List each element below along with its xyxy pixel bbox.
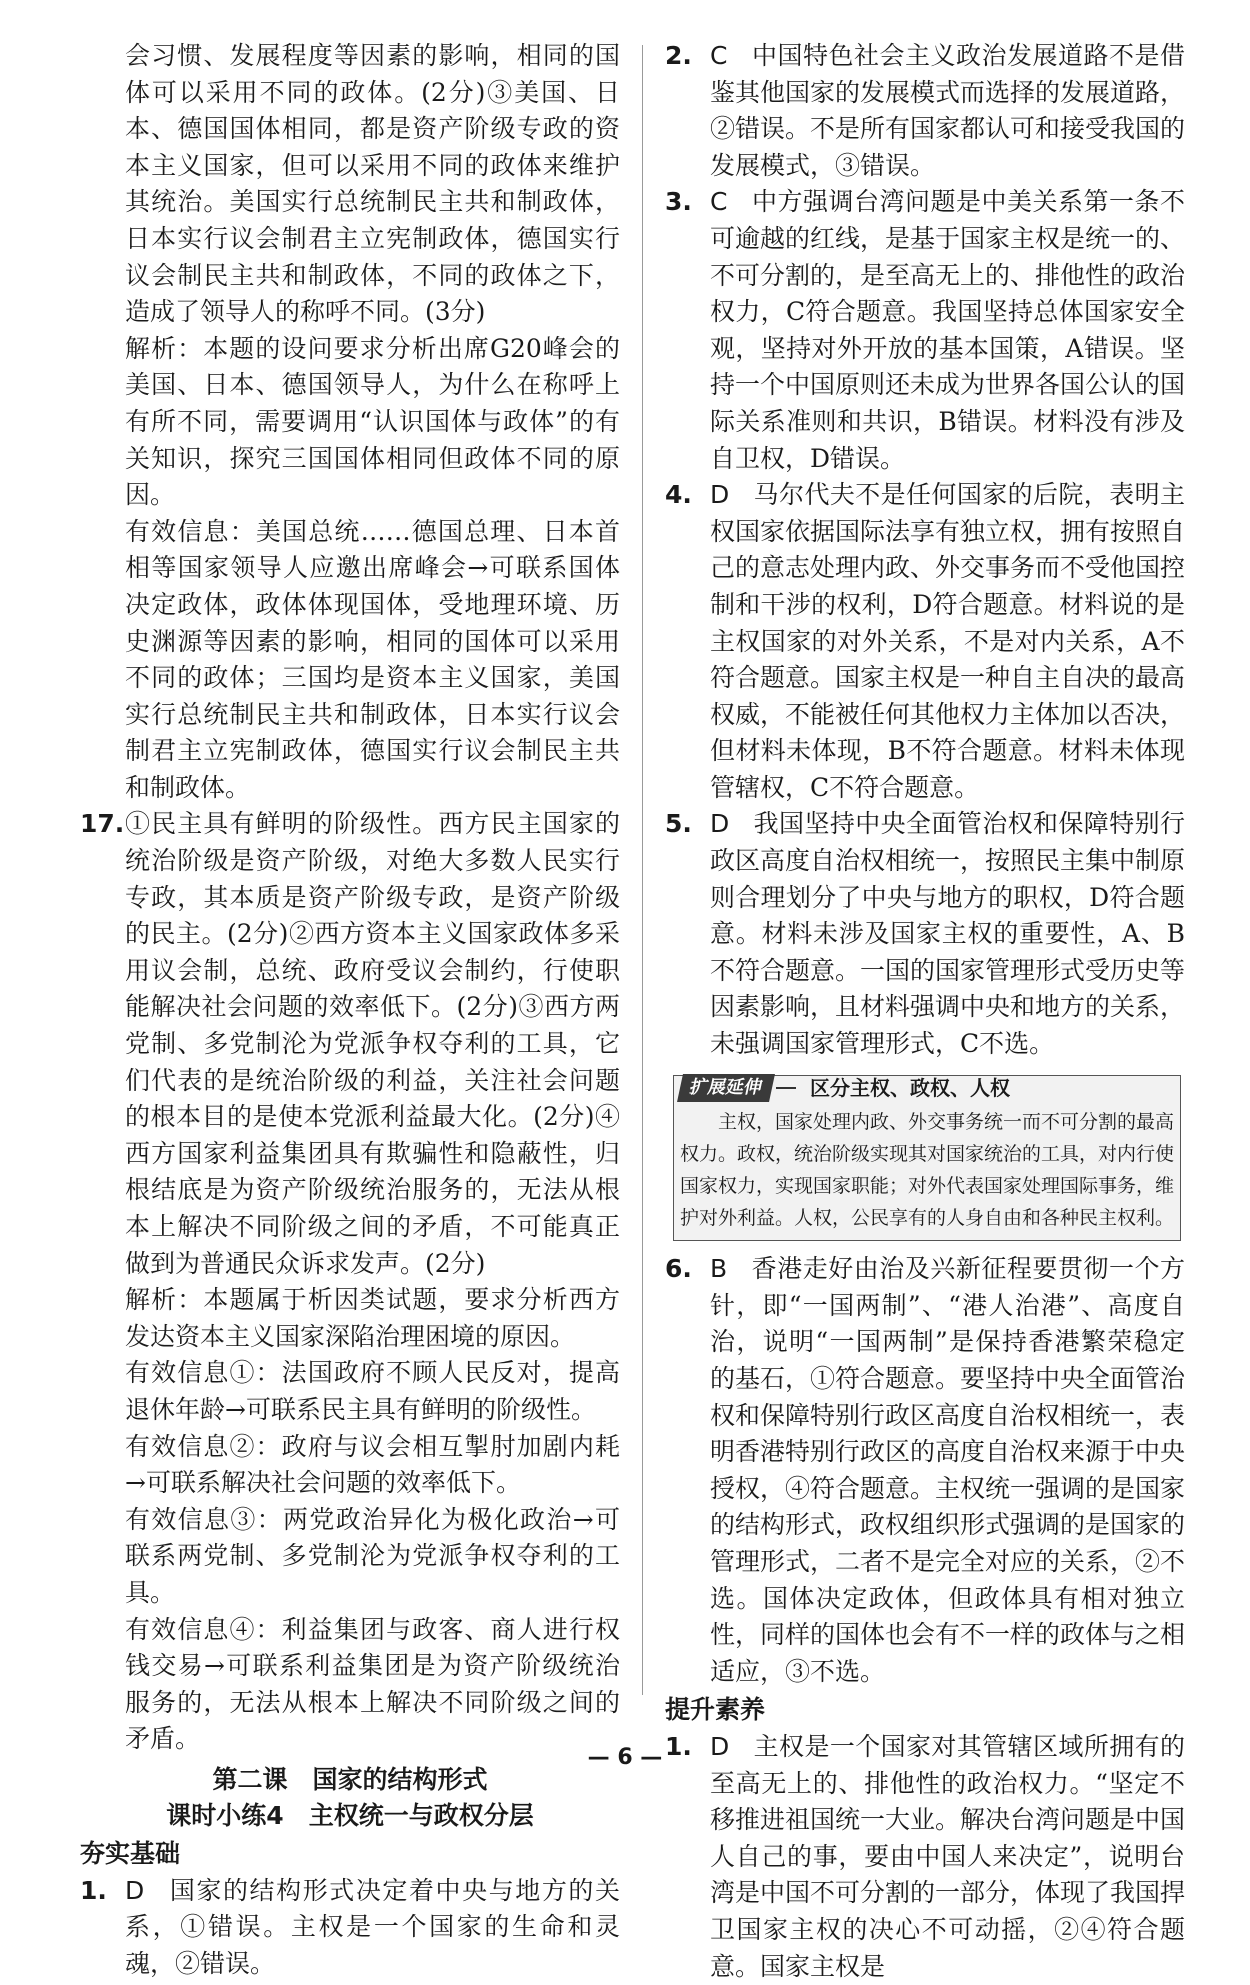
section-title-basics: 夯实基础 bbox=[80, 1838, 181, 1868]
extension-body: 主权，国家处理内政、外交事务统一而不可分割的最高权力。政权，统治阶级实现其对国家统治的工具，对内行使国家权力，实现国家职能；对外代表国家处理国际事务，维护对外利益。人权，公民享有的人身自由和各种民主权利。 bbox=[680, 1111, 1175, 1230]
answer-text: 国家的结构形式决定着中央与地方的关系，①错误。主权是一个国家的生命和灵魂，②错误。 bbox=[125, 1875, 620, 1978]
extension-tag: 扩展延伸 bbox=[677, 1074, 775, 1102]
extension-title: 区分主权、政权、人权 bbox=[810, 1075, 1010, 1100]
chapter-title: 第二课 国家的结构形式 bbox=[212, 1764, 488, 1794]
left-column bbox=[80, 38, 620, 1982]
question-number: 6. bbox=[665, 1254, 692, 1284]
answer-text: 主权是一个国家对其管辖区域所拥有的至高无上的、排他性的政治权力。“坚定不移推进祖国统一大业。解决台湾问题是中国人自己的事，要由中国人来决定”，说明台湾是中国不可分割的一部分，体现了我国捍卫国家主权的决心不可动摇，②④符合题意。国家主权是 bbox=[710, 1731, 1186, 1981]
answer-text: 我国坚持中央全面管治权和保障特别行政区高度自治权相统一，按照民主集中制原则合理划分了中央与地方的职权，D符合题意。材料未涉及国家主权的重要性，A、B不符合题意。一国的国家管理形式受历史等因素影响，且材料强调中央和地方的关系，未强调国家管理形式，C不选。 bbox=[710, 809, 1186, 1059]
q17-analysis: 解析：本题属于析因类试题，要求分析西方发达资本主义国家深陷治理困境的原因。 bbox=[125, 1285, 620, 1351]
answer-letter: C bbox=[710, 187, 728, 217]
answer-letter: D bbox=[125, 1875, 145, 1905]
question-4 bbox=[665, 477, 1185, 806]
q16-effective-info: 有效信息：美国总统……德国总理、日本首相等国家领导人应邀出席峰会→可联系国体决定政体，政体体现国体，受地理环境、历史渊源等因素的影响，相同的国体可以采用不同的政体；三国均是资本主义国家，美国实行总统制民主共和制政体，日本实行议会制君主立宪制政体，德国实行议会制民主共和制政体。 bbox=[125, 516, 620, 802]
dash-divider bbox=[776, 1087, 796, 1089]
question-number: 2. bbox=[665, 41, 692, 70]
q17-info-1: 有效信息①：法国政府不顾人民反对，提高退休年龄→可联系民主具有鲜明的阶级性。 bbox=[125, 1358, 620, 1424]
question-number: 5. bbox=[665, 809, 692, 839]
extension-header bbox=[680, 1070, 1174, 1107]
section-title-improve: 提升素养 bbox=[665, 1695, 766, 1725]
q16-analysis: 解析：本题的设问要求分析出席G20峰会的美国、日本、德国领导人，为什么在称呼上有所不同，需要调用“认识国体与政体”的有关知识，探究三国国体相同但政体不同的原因。 bbox=[125, 333, 620, 510]
question-6 bbox=[665, 1251, 1185, 1690]
page-number: — 6 — bbox=[587, 1745, 663, 1770]
answer-letter: D bbox=[710, 1731, 730, 1761]
q17-answer: ①民主具有鲜明的阶级性。西方民主国家的统治阶级是资产阶级，对绝大多数人民实行专政，其本质是资产阶级专政，是资产阶级的民主。(2分)②西方资本主义国家政体多采用议会制，总统、政府受议会制约，行使职能解决社会问题的效率低下。(2分)③西方两党制、多党制沦为党派争权夺利的工具，它们代表的是统治阶级的利益，关注社会问题的根本目的是使本党派利益最大化。(2分)④西方国家利益集团具有欺骗性和隐蔽性，归根结底是为资产阶级统治服务的，无法从根本上解决不同阶级之间的矛盾，不可能真正做到为普通民众诉求发声。(2分) bbox=[125, 809, 620, 1278]
answer-text: 马尔代夫不是任何国家的后院，表明主权国家依据国际法享有独立权，拥有按照自己的意志处理内政、外交事务而不受他国控制和干涉的权利，D符合题意。材料说的是主权国家的对外关系，不是对内关系，A不符合题意。国家主权是一种自主自决的最高权威，不能被任何其他权力主体加以否决，但材料未体现，B不符合题意。材料未体现管辖权，C不符合题意。 bbox=[710, 480, 1186, 802]
question-number: 4. bbox=[665, 480, 692, 510]
question-17 bbox=[80, 806, 620, 1757]
answer-text: 中国特色社会主义政治发展道路不是借鉴其他国家的发展模式而选择的发展道路，②错误。不是所有国家都认可和接受我国的发展模式，③错误。 bbox=[710, 41, 1186, 180]
question-number: 1. bbox=[80, 1875, 107, 1905]
question-number: 1. bbox=[665, 1731, 692, 1761]
answer-letter: D bbox=[710, 809, 730, 839]
question-5 bbox=[665, 806, 1185, 1062]
lesson-title: 课时小练4 主权统一与政权分层 bbox=[166, 1800, 534, 1830]
q17-info-4: 有效信息④：利益集团与政客、商人进行权钱交易→可联系利益集团是为资产阶级统治服务的，无法从根本上解决不同阶级之间的矛盾。 bbox=[125, 1614, 620, 1754]
q17-info-2: 有效信息②：政府与议会相互掣肘加剧内耗→可联系解决社会问题的效率低下。 bbox=[125, 1431, 620, 1498]
question-number: 17. bbox=[80, 809, 125, 839]
column-divider bbox=[642, 45, 643, 1695]
question-1 bbox=[80, 1873, 620, 1983]
question-number: 3. bbox=[665, 187, 692, 217]
question-2 bbox=[665, 38, 1185, 184]
q16-answer-continued: 会习惯、发展程度等因素的影响，相同的国体可以采用不同的政体。(2分)③美国、日本、德国国体相同，都是资产阶级专政的资本主义国家，但可以采用不同的政体来维护其统治。美国实行总统制民主共和制政体，日本实行议会制君主立宪制政体，德国实行议会制民主共和制政体，不同的政体之下，造成了领导人的称呼不同。(3分) bbox=[125, 41, 620, 327]
extension-box bbox=[673, 1075, 1181, 1242]
q17-info-3: 有效信息③：两党政治异化为极化政治→可联系两党制、多党制沦为党派争权夺利的工具。 bbox=[125, 1504, 620, 1607]
question-3 bbox=[665, 184, 1185, 477]
answer-letter: C bbox=[710, 41, 728, 70]
answer-letter: B bbox=[710, 1254, 728, 1284]
right-column bbox=[665, 38, 1185, 1985]
answer-text: 香港走好由治及兴新征程要贯彻一个方针，即“一国两制”、“港人治港”、高度自治，说明“一国两制”是保持香港繁荣稳定的基石，①符合题意。要坚持中央全面管治权和保障特别行政区高度自治权相统一，表明香港特别行政区的高度自治权来源于中央授权，④符合题意。主权统一强调的是国家的结构形式，政权组织形式强调的是国家的管理形式，二者不是完全对应的关系，②不选。国体决定政体，但政体具有相对独立性，同样的国体也会有不一样的政体与之相适应，③不选。 bbox=[710, 1254, 1186, 1686]
answer-letter: D bbox=[710, 480, 730, 510]
answer-text: 中方强调台湾问题是中美关系第一条不可逾越的红线，是基于国家主权是统一的、不可分割的，是至高无上的、排他性的政治权力，C符合题意。我国坚持总体国家安全观，坚持对外开放的基本国策，A错误。坚持一个中国原则还未成为世界各国公认的国际关系准则和共识，B错误。材料没有涉及自卫权，D错误。 bbox=[710, 187, 1186, 473]
